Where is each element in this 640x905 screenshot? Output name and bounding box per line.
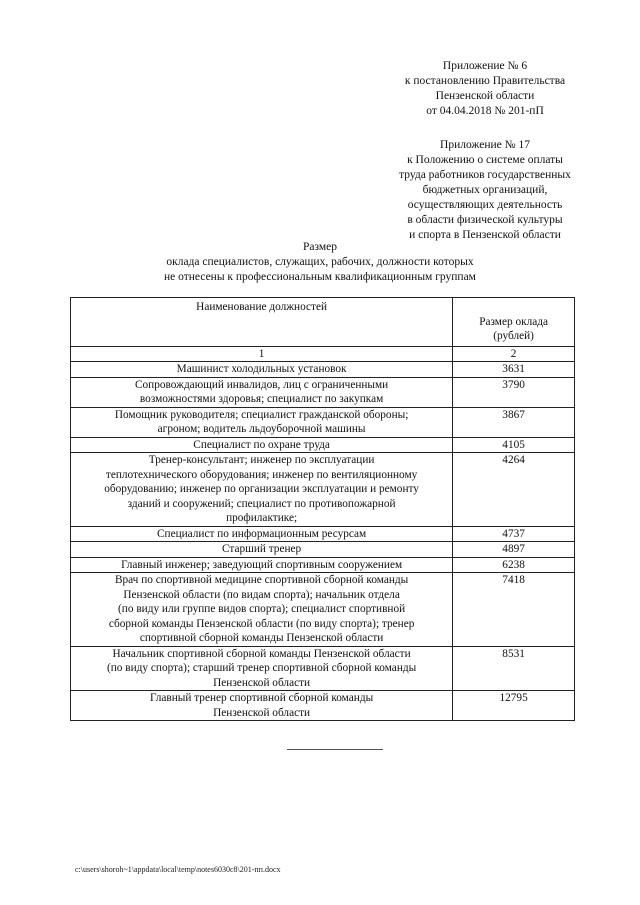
table-row (71, 573, 575, 647)
salary-cell: 4897 (453, 542, 575, 558)
table-row (71, 526, 575, 542)
header-position-label: Наименование должностей (196, 301, 328, 313)
appendix-17-header (380, 138, 590, 243)
header-salary (453, 298, 575, 347)
salary-cell: 3631 (453, 362, 575, 378)
table-header-row (71, 298, 575, 347)
table-row (71, 646, 575, 691)
salary-cell: 6238 (453, 557, 575, 573)
document-title (70, 240, 570, 285)
salary-cell: 8531 (453, 646, 575, 691)
header-salary-label: Размер оклада (рублей) (479, 315, 548, 342)
header-position (71, 298, 453, 347)
table-row (71, 453, 575, 527)
appendix-17-line: к Положению о системе оплаты (407, 154, 563, 166)
table-row (71, 691, 575, 721)
position-cell: Сопровождающий инвалидов, лиц с ограниченными возможностями здоровья; специалист по закупкам (71, 377, 453, 407)
table-row (71, 362, 575, 378)
position-cell: Специалист по охране труда (71, 437, 453, 453)
column-number-row (71, 346, 575, 362)
salary-cell: 7418 (453, 573, 575, 647)
position-cell: Врач по спортивной медицине спортивной сборной команды Пензенской области (по видам спорта); начальник отдела (по виду или группе видов спорта); специалист спортивной сборной команды Пензенской области (по виду спорта); тренер спортивной сборной команды Пензенской области (71, 573, 453, 647)
appendix-6-line: к постановлению Правительства (404, 75, 566, 87)
title-line: Размер (302, 241, 337, 253)
appendix-6-line: Приложение № 6 (442, 60, 528, 72)
position-cell: Главный инженер; заведующий спортивным сооружением (71, 557, 453, 573)
appendix-6-line: Пензенской области (435, 90, 535, 102)
appendix-6-line: от 04.04.2018 № 201-пП (426, 105, 544, 117)
title-line: оклада специалистов, служащих, рабочих, должности которых (166, 256, 474, 268)
appendix-17-line: Приложение № 17 (440, 139, 530, 151)
position-cell: Тренер-консультант; инженер по эксплуатации теплотехнического оборудования; инженер по вентиляционному оборудованию; инженер по организации эксплуатации и ремонту зданий и сооружений; специалист по противопожарной профилактике; (71, 453, 453, 527)
position-cell: Старший тренер (71, 542, 453, 558)
table-row (71, 557, 575, 573)
position-cell: Помощник руководителя; специалист гражданской обороны; агроном; водитель льдоуборочной машины (71, 407, 453, 437)
appendix-17-line: и спорта в Пензенской области (409, 229, 561, 241)
salary-cell: 3790 (453, 377, 575, 407)
column-number: 1 (71, 346, 453, 362)
position-cell: Машинист холодильных установок (71, 362, 453, 378)
separator-line (287, 749, 383, 750)
salary-cell: 4105 (453, 437, 575, 453)
title-line: не отнесены к профессиональным квалификационным группам (164, 271, 476, 283)
position-cell: Специалист по информационным ресурсам (71, 526, 453, 542)
table-body (71, 362, 575, 721)
position-cell: Главный тренер спортивной сборной команды Пензенской области (71, 691, 453, 721)
salary-cell: 12795 (453, 691, 575, 721)
appendix-17-line: бюджетных организаций, (422, 184, 548, 196)
appendix-17-line: осуществляющих деятельность (407, 199, 563, 211)
salary-cell: 4264 (453, 453, 575, 527)
table-row (71, 377, 575, 407)
salary-cell: 3867 (453, 407, 575, 437)
salary-table (70, 297, 575, 721)
salary-cell: 4737 (453, 526, 575, 542)
appendix-17-line: в области физической культуры (407, 214, 563, 226)
column-number: 2 (453, 346, 575, 362)
appendix-17-line: труда работников государственных (399, 169, 571, 181)
file-path: c:\users\shoroh~1\appdata\local\temp\notes6030c8\201-пп.docx (75, 865, 281, 874)
table-row (71, 437, 575, 453)
position-cell: Начальник спортивной сборной команды Пензенской области (по виду спорта); старший тренер спортивной сборной команды Пензенской области (71, 646, 453, 691)
table-row (71, 542, 575, 558)
table-row (71, 407, 575, 437)
appendix-6-header (380, 59, 590, 119)
